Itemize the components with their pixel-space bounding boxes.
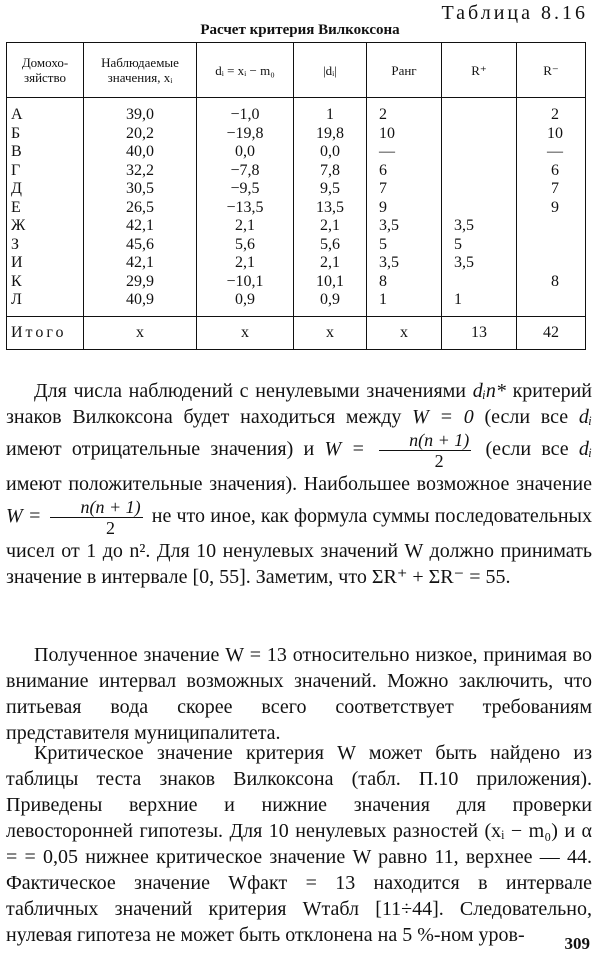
paragraph-1 bbox=[6, 378, 592, 590]
table-row bbox=[7, 291, 586, 316]
cell-household: З bbox=[7, 236, 84, 255]
cell-d: 2,1 bbox=[197, 217, 294, 236]
cell-household: К bbox=[7, 273, 84, 292]
total-r-plus: 13 bbox=[442, 316, 517, 349]
table-row bbox=[7, 273, 586, 292]
p3-text: Критическое значение критерия W может быть найдено из таблицы теста знаков Вилкоксона (табл. П.10 приложения). Приведены верхние и нижние значения для проверки левосторонней гипотезы. Для 10 ненулевых разностей (xᵢ − m₀) и α = = 0,05 нижнее критическое значение W равно 11, верхнее — 44. Фактическое значение Wфакт = 13 находится в интервале табличных значений критерия Wтабл [11÷44]. Следовательно, нулевая гипотеза не может быть отклонена на 5 %-ном уров- bbox=[6, 742, 592, 946]
table-row bbox=[7, 236, 586, 255]
cell-rank: 6 bbox=[367, 162, 442, 181]
cell-r-plus bbox=[442, 199, 517, 218]
cell-r-minus bbox=[517, 236, 586, 255]
table-row bbox=[7, 125, 586, 144]
p1-e: (если все bbox=[485, 438, 569, 461]
cell-rank: 3,5 bbox=[367, 254, 442, 273]
cell-observed: 45,6 bbox=[84, 236, 197, 255]
table-body bbox=[7, 98, 586, 317]
cell-abs-d: 5,6 bbox=[294, 236, 367, 255]
cell-r-minus: 8 bbox=[517, 273, 586, 292]
cell-rank: 2 bbox=[367, 98, 442, 125]
p1-c-var: dᵢ bbox=[578, 406, 592, 428]
p1-w-eq-2: W = bbox=[6, 505, 42, 528]
fraction-1-num: n(n + 1) bbox=[379, 430, 471, 451]
header-rank: Ранг bbox=[367, 43, 442, 98]
p1-a: Для числа наблюдений с ненулевыми значениями bbox=[34, 380, 467, 402]
paragraph-2 bbox=[6, 642, 592, 746]
cell-household: И bbox=[7, 254, 84, 273]
table-caption: Расчет критерия Вилкоксона bbox=[200, 22, 400, 38]
cell-household: Е bbox=[7, 199, 84, 218]
cell-household: Г bbox=[7, 162, 84, 181]
cell-r-minus: 2 bbox=[517, 98, 586, 125]
header-household: Домохо-зяйство bbox=[7, 43, 84, 98]
cell-d: 5,6 bbox=[197, 236, 294, 255]
cell-r-minus bbox=[517, 254, 586, 273]
cell-rank: 8 bbox=[367, 273, 442, 292]
cell-observed: 42,1 bbox=[84, 217, 197, 236]
total-abs: x bbox=[294, 316, 367, 349]
header-observed: Наблюдаемые значения, xᵢ bbox=[84, 43, 197, 98]
total-row bbox=[7, 316, 586, 349]
cell-r-plus: 1 bbox=[442, 291, 517, 316]
page-number: 309 bbox=[564, 934, 590, 953]
table-row bbox=[7, 254, 586, 273]
cell-r-plus: 5 bbox=[442, 236, 517, 255]
p1-f: имеют положительные значения). Наибольшее возможное значение bbox=[6, 473, 592, 495]
total-rank: x bbox=[367, 316, 442, 349]
cell-r-plus bbox=[442, 162, 517, 181]
p1-e-var: dᵢ bbox=[578, 438, 593, 461]
cell-d: 0,9 bbox=[197, 291, 294, 316]
table-row bbox=[7, 162, 586, 181]
cell-observed: 26,5 bbox=[84, 199, 197, 218]
fraction-2-num: n(n + 1) bbox=[50, 497, 142, 518]
cell-d: −7,8 bbox=[197, 162, 294, 181]
total-x: x bbox=[84, 316, 197, 349]
total-d: x bbox=[197, 316, 294, 349]
table-row bbox=[7, 143, 586, 162]
table-header-row bbox=[7, 43, 586, 98]
cell-observed: 32,2 bbox=[84, 162, 197, 181]
cell-rank: 5 bbox=[367, 236, 442, 255]
cell-d: −19,8 bbox=[197, 125, 294, 144]
cell-r-plus bbox=[442, 180, 517, 199]
table-row bbox=[7, 199, 586, 218]
cell-r-minus: 9 bbox=[517, 199, 586, 218]
cell-d: −9,5 bbox=[197, 180, 294, 199]
cell-observed: 30,5 bbox=[84, 180, 197, 199]
header-r-plus: R⁺ bbox=[442, 43, 517, 98]
cell-household: В bbox=[7, 143, 84, 162]
p1-c: (если все bbox=[484, 406, 569, 428]
cell-observed: 40,0 bbox=[84, 143, 197, 162]
cell-r-plus bbox=[442, 273, 517, 292]
cell-r-minus: 6 bbox=[517, 162, 586, 181]
p1-a-var: dᵢn* bbox=[472, 380, 506, 402]
cell-abs-d: 19,8 bbox=[294, 125, 367, 144]
table-row bbox=[7, 180, 586, 199]
p1-w0: W = 0 bbox=[412, 406, 474, 428]
cell-r-plus: 3,5 bbox=[442, 217, 517, 236]
cell-r-minus: — bbox=[517, 143, 586, 162]
table-number: Таблица 8.16 bbox=[441, 2, 588, 24]
p2-text: Полученное значение W = 13 относительно низкое, принимая во внимание интервал возможных значений. Можно заключить, что питьевая вода скорее всего соответствует требованиям представителя муниципалитета. bbox=[6, 644, 592, 744]
fraction-2 bbox=[50, 497, 142, 538]
cell-d: 0,0 bbox=[197, 143, 294, 162]
cell-household: Б bbox=[7, 125, 84, 144]
cell-abs-d: 0,0 bbox=[294, 143, 367, 162]
cell-d: −1,0 bbox=[197, 98, 294, 125]
cell-r-plus: 3,5 bbox=[442, 254, 517, 273]
table-row bbox=[7, 217, 586, 236]
cell-rank: 7 bbox=[367, 180, 442, 199]
cell-abs-d: 13,5 bbox=[294, 199, 367, 218]
cell-household: Л bbox=[7, 291, 84, 316]
header-d: dᵢ = xᵢ − m₀ bbox=[197, 43, 294, 98]
cell-d: −10,1 bbox=[197, 273, 294, 292]
paragraph-3 bbox=[6, 740, 592, 948]
header-r-minus: R⁻ bbox=[517, 43, 586, 98]
fraction-1-den: 2 bbox=[434, 451, 444, 471]
cell-rank: 1 bbox=[367, 291, 442, 316]
cell-d: 2,1 bbox=[197, 254, 294, 273]
p1-w-eq-1: W = bbox=[324, 438, 365, 461]
cell-rank: — bbox=[367, 143, 442, 162]
table-row bbox=[7, 98, 586, 125]
cell-observed: 40,9 bbox=[84, 291, 197, 316]
cell-r-minus bbox=[517, 217, 586, 236]
cell-observed: 29,9 bbox=[84, 273, 197, 292]
cell-r-minus: 10 bbox=[517, 125, 586, 144]
cell-d: −13,5 bbox=[197, 199, 294, 218]
cell-observed: 42,1 bbox=[84, 254, 197, 273]
cell-abs-d: 0,9 bbox=[294, 291, 367, 316]
total-r-minus: 42 bbox=[517, 316, 586, 349]
cell-abs-d: 9,5 bbox=[294, 180, 367, 199]
fraction-1 bbox=[379, 430, 471, 471]
cell-r-plus bbox=[442, 125, 517, 144]
p1-d: имеют отрицательные значения) и bbox=[6, 438, 315, 461]
cell-rank: 10 bbox=[367, 125, 442, 144]
cell-observed: 20,2 bbox=[84, 125, 197, 144]
cell-rank: 9 bbox=[367, 199, 442, 218]
wilcoxon-table bbox=[6, 42, 586, 350]
cell-abs-d: 1 bbox=[294, 98, 367, 125]
p1-b: критерий знаков Вилкоксона будет находиться между bbox=[6, 380, 593, 428]
header-abs-d: |dᵢ| bbox=[294, 43, 367, 98]
cell-household: Д bbox=[7, 180, 84, 199]
cell-observed: 39,0 bbox=[84, 98, 197, 125]
total-label: Итого bbox=[7, 316, 84, 349]
cell-abs-d: 2,1 bbox=[294, 217, 367, 236]
cell-r-plus bbox=[442, 98, 517, 125]
cell-r-plus bbox=[442, 143, 517, 162]
cell-r-minus: 7 bbox=[517, 180, 586, 199]
p1-g: не что иное, как формула суммы последовательных чисел от 1 до n². Для 10 ненулевых значений W должно принимать значение в интервале [0, 55]. Заметим, что ΣR⁺ + ΣR⁻ = 55. bbox=[6, 505, 592, 588]
cell-abs-d: 10,1 bbox=[294, 273, 367, 292]
cell-abs-d: 7,8 bbox=[294, 162, 367, 181]
cell-abs-d: 2,1 bbox=[294, 254, 367, 273]
cell-r-minus bbox=[517, 291, 586, 316]
cell-rank: 3,5 bbox=[367, 217, 442, 236]
cell-household: Ж bbox=[7, 217, 84, 236]
fraction-2-den: 2 bbox=[106, 518, 116, 538]
cell-household: А bbox=[7, 98, 84, 125]
